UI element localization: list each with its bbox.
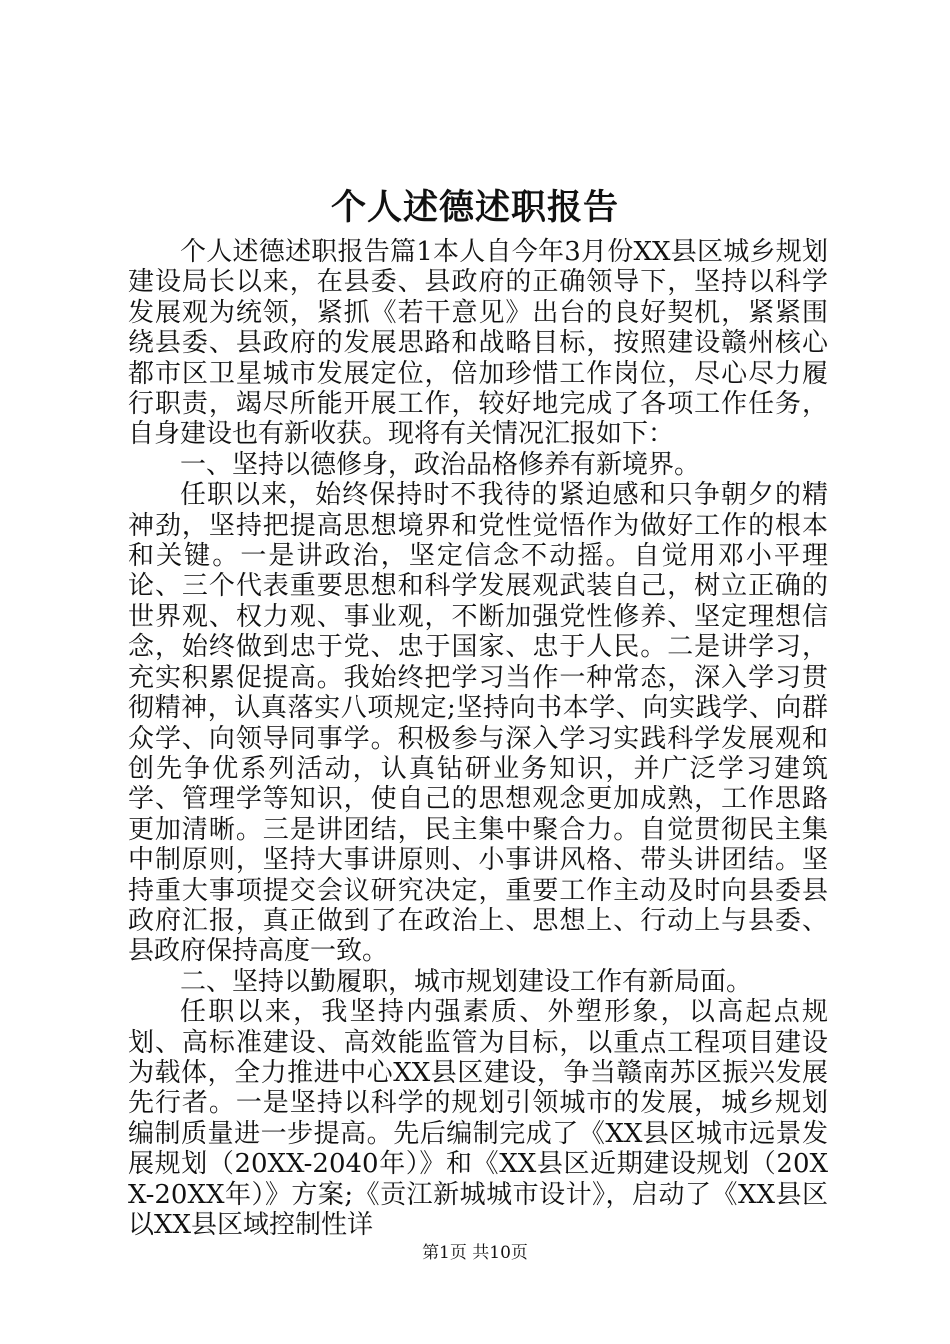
- section-heading-2: 二、坚持以勤履职，城市规划建设工作有新局面。: [180, 966, 753, 997]
- document-title: 个人述德述职报告: [330, 187, 619, 228]
- paragraph-intro: 个人述德述职报告篇1本人自今年3月份XX县区城乡规划建设局长以来，在县委、县政府的正确领导下，坚持以科学发展观为统领，紧抓《若干意见》出台的良好契机，紧紧围绕县委、县政府的发展思路和战略目标，按照建设赣州核心都市区卫星城市发展定位，倍加珍惜工作岗位，尽心尽力履行职责，竭尽所能开展工作，较好地完成了各项工作任务，自身建设也有新收获。现将有关情况汇报如下：: [128, 237, 828, 450]
- page-footer: 第1页 共10页: [422, 1243, 528, 1263]
- paragraph-section-1: 任职以来，始终保持时不我待的紧迫感和只争朝夕的精神劲，坚持把提高思想境界和党性觉悟作为做好工作的根本和关键。一是讲政治，坚定信念不动摇。自觉用邓小平理论、三个代表重要思想和科学发展观武装自己，树立正确的世界观、权力观、事业观，不断加强党性修养、坚定理想信念，始终做到忠于党、忠于国家、忠于人民。二是讲学习，充实积累促提高。我始终把学习当作一种常态，深入学习贯彻精神，认真落实八项规定;坚持向书本学、向实践学、向群众学、向领导同事学。积极参与深入学习实践科学发展观和创先争优系列活动，认真钻研业务知识，并广泛学习建筑学、管理学等知识，使自己的思想观念更加成熟，工作思路更加清晰。三是讲团结，民主集中聚合力。自觉贯彻民主集中制原则，坚持大事讲原则、小事讲风格、带头讲团结。坚持重大事项提交会议研究决定，重要工作主动及时向县委县政府汇报，真正做到了在政治上、思想上、行动上与县委、县政府保持高度一致。: [128, 480, 828, 967]
- paragraph-section-2: 任职以来，我坚持内强素质、外塑形象，以高起点规划、高标准建设、高效能监管为目标，以重点工程项目建设为载体，全力推进中心XX县区建设，争当赣南苏区振兴发展先行者。一是坚持以科学的规划引领城市的发展，城乡规划编制质量进一步提高。先后编制完成了《XX县区城市远景发展规划（20XX-2040年）》和《XX县区近期建设规划（20XX-20XX年）》方案;《贡江新城城市设计》，启动了《XX县区以XX县区域控制性详: [128, 997, 828, 1240]
- document-body: [128, 237, 828, 1240]
- section-heading-1: 一、坚持以德修身，政治品格修养有新境界。: [180, 449, 701, 480]
